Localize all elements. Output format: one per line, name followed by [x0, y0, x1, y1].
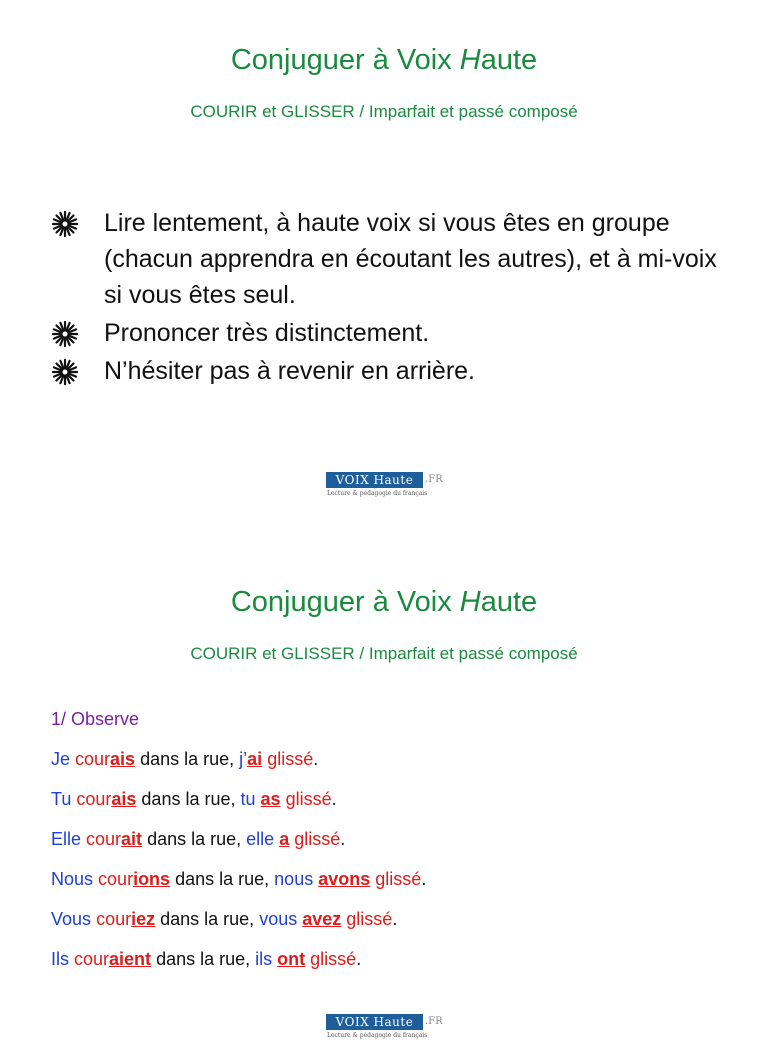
instruction-list [52, 205, 732, 389]
slide-instructions [0, 0, 768, 512]
list-item: Lire lentement, à haute voix si vous êtes en groupe (chacun apprendra en écoutant les autres), et à mi-voix si vous êtes seul. [52, 205, 732, 313]
sunburst-icon [52, 359, 78, 385]
conjugation-block [51, 708, 426, 988]
conjugation-row: Elle courait dans la rue, elle a glissé. [51, 829, 346, 849]
conjugation-row: Vous couriez dans la rue, vous avez glissé. [51, 909, 398, 929]
slide-title: Conjuguer à Voix Haute [230, 44, 538, 76]
conjugation-row: Tu courais dans la rue, tu as glissé. [51, 789, 337, 809]
slide-conjugation [0, 512, 768, 1039]
conjugation-row: Je courais dans la rue, j’ai glissé. [51, 749, 319, 769]
observe-heading: 1/ Observe [51, 709, 140, 729]
list-item: N’hésiter pas à revenir en arrière. [52, 353, 732, 389]
slide-subtitle: COURIR et GLISSER / Imparfait et passé composé [190, 644, 578, 663]
voixhaute-logo: VOIX Haute .FR Lecture & pédagogie du français [327, 1015, 443, 1039]
list-item: Prononcer très distinctement. [52, 315, 732, 351]
sunburst-icon [52, 211, 78, 237]
sunburst-icon [52, 321, 78, 347]
slide-title: Conjuguer à Voix Haute [230, 586, 538, 618]
conjugation-row: Nous courions dans la rue, nous avons glissé. [51, 869, 427, 889]
voixhaute-logo: VOIX Haute .FR Lecture & pédagogie du français [327, 473, 443, 497]
conjugation-row: Ils couraient dans la rue, ils ont glissé. [51, 949, 362, 969]
slide-subtitle: COURIR et GLISSER / Imparfait et passé composé [190, 102, 578, 121]
